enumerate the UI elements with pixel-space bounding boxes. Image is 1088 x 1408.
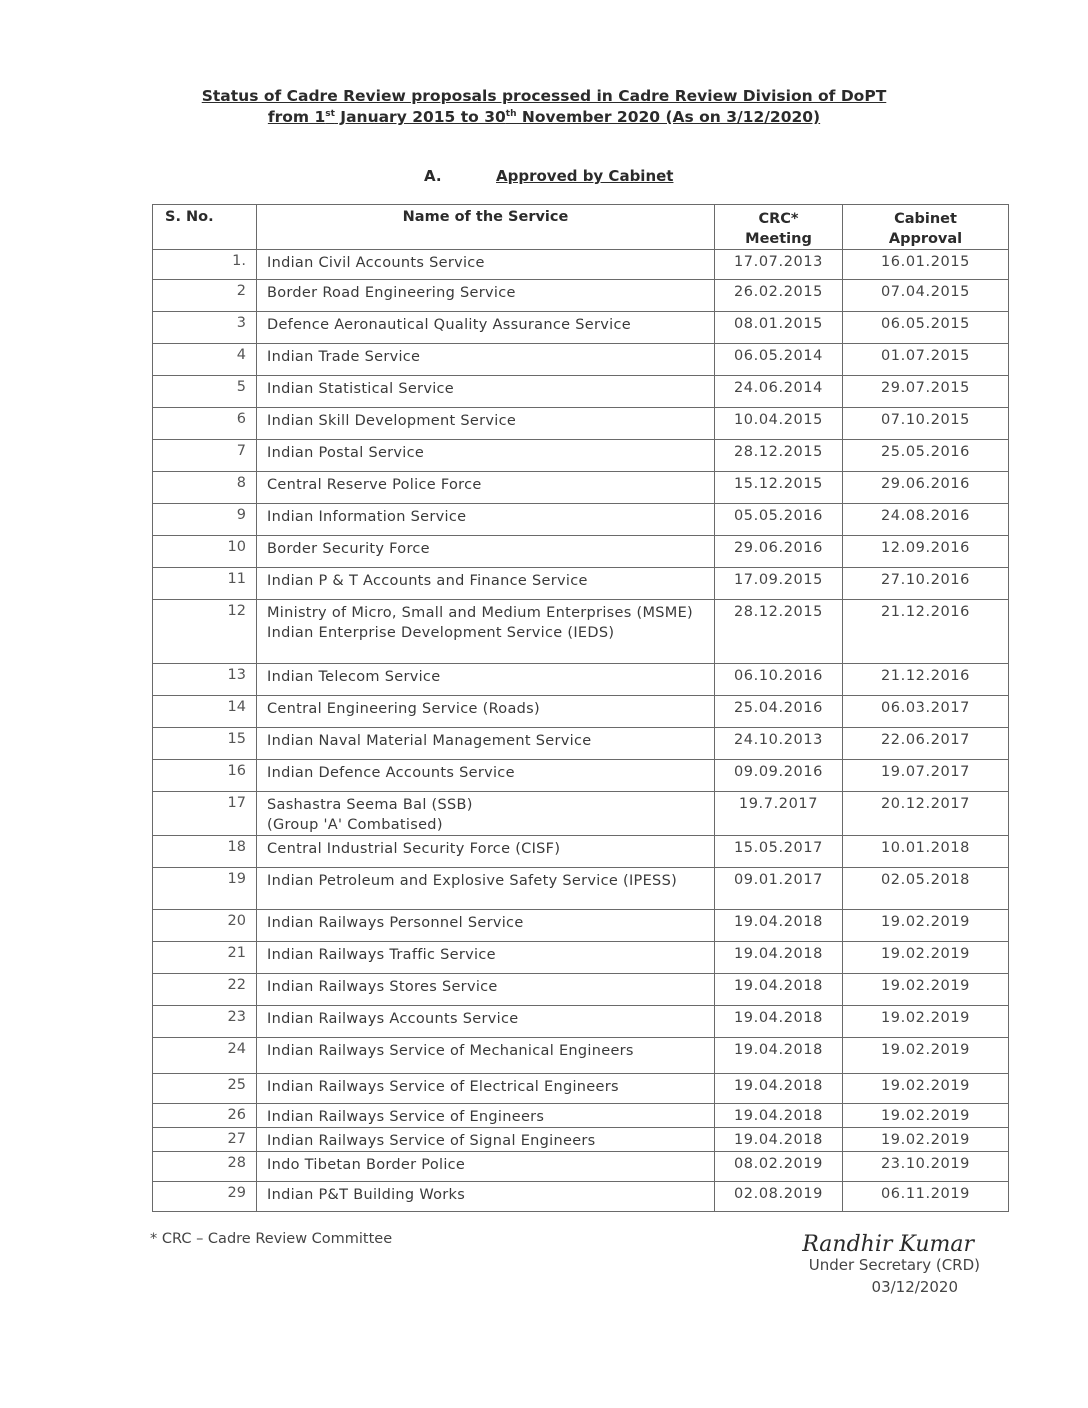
row-cabinet-date: 24.08.2016: [843, 504, 1009, 536]
row-cabinet-date: 19.02.2019: [843, 1074, 1009, 1104]
table-row: [153, 568, 1009, 600]
title-line-1: Status of Cadre Review proposals processed in Cadre Review Division of DoPT: [201, 87, 887, 105]
row-service-name: Indian Railways Personnel Service: [257, 910, 715, 942]
row-service-name: Indian Information Service: [257, 504, 715, 536]
signature-date: 03/12/2020: [871, 1278, 958, 1296]
row-service-name: Central Industrial Security Force (CISF): [257, 836, 715, 868]
table-row: [153, 910, 1009, 942]
row-sno: 29: [153, 1182, 257, 1212]
row-service-name: Border Security Force: [257, 536, 715, 568]
header-crc: CRC* Meeting: [715, 205, 843, 250]
row-sno: 13: [153, 664, 257, 696]
section-heading: [424, 167, 673, 185]
table-row: [153, 792, 1009, 836]
row-sno: 23: [153, 1006, 257, 1038]
row-crc-date: 09.09.2016: [715, 760, 843, 792]
row-service-name-line2: Indian Enterprise Development Service (IEDS): [267, 625, 615, 641]
row-service-name: Indian Skill Development Service: [257, 408, 715, 440]
row-cabinet-date: 19.02.2019: [843, 1038, 1009, 1074]
row-sno: 9: [153, 504, 257, 536]
table-row: [153, 472, 1009, 504]
row-cabinet-date: 19.02.2019: [843, 1128, 1009, 1152]
row-sno: 26: [153, 1104, 257, 1128]
row-crc-date: 09.01.2017: [715, 868, 843, 910]
row-service-name: Indian Railways Traffic Service: [257, 942, 715, 974]
signature-block: [760, 1234, 980, 1298]
row-sno: 6: [153, 408, 257, 440]
row-service-name: Indian P&T Building Works: [257, 1182, 715, 1212]
row-crc-date: 19.04.2018: [715, 910, 843, 942]
row-sno: 7: [153, 440, 257, 472]
row-sno: 24: [153, 1038, 257, 1074]
row-cabinet-date: 29.06.2016: [843, 472, 1009, 504]
table-row: [153, 728, 1009, 760]
row-crc-date: 17.07.2013: [715, 250, 843, 280]
row-cabinet-date: 29.07.2015: [843, 376, 1009, 408]
row-cabinet-date: 06.11.2019: [843, 1182, 1009, 1212]
row-crc-date: 19.04.2018: [715, 1074, 843, 1104]
row-crc-date: 26.02.2015: [715, 280, 843, 312]
table-row: [153, 1128, 1009, 1152]
row-sno: 15: [153, 728, 257, 760]
row-service-name: Indian Railways Service of Signal Engineers: [257, 1128, 715, 1152]
row-crc-date: 29.06.2016: [715, 536, 843, 568]
table-row: [153, 312, 1009, 344]
row-service-name: Indian Naval Material Management Service: [257, 728, 715, 760]
table-row: [153, 376, 1009, 408]
table-row: [153, 1152, 1009, 1182]
row-crc-date: 24.06.2014: [715, 376, 843, 408]
row-sno: 16: [153, 760, 257, 792]
row-cabinet-date: 19.02.2019: [843, 1104, 1009, 1128]
table-row: [153, 504, 1009, 536]
row-service-name: Indian Civil Accounts Service: [257, 250, 715, 280]
row-cabinet-date: 25.05.2016: [843, 440, 1009, 472]
row-sno: 17: [153, 792, 257, 836]
row-crc-date: 02.08.2019: [715, 1182, 843, 1212]
row-service-name: Indian Railways Accounts Service: [257, 1006, 715, 1038]
row-service-name: Indian Petroleum and Explosive Safety Service (IPESS): [257, 868, 715, 910]
row-sno: 11: [153, 568, 257, 600]
row-cabinet-date: 19.02.2019: [843, 1006, 1009, 1038]
row-crc-date: 19.04.2018: [715, 942, 843, 974]
row-sno: 8: [153, 472, 257, 504]
row-crc-date: 08.02.2019: [715, 1152, 843, 1182]
row-cabinet-date: 22.06.2017: [843, 728, 1009, 760]
row-service-name: Central Engineering Service (Roads): [257, 696, 715, 728]
table-row: [153, 696, 1009, 728]
row-cabinet-date: 06.03.2017: [843, 696, 1009, 728]
row-service-name: Defence Aeronautical Quality Assurance Service: [257, 312, 715, 344]
row-crc-date: 24.10.2013: [715, 728, 843, 760]
document-title: [0, 86, 1088, 128]
row-cabinet-date: 12.09.2016: [843, 536, 1009, 568]
row-service-name: Indian Defence Accounts Service: [257, 760, 715, 792]
row-cabinet-date: 19.02.2019: [843, 942, 1009, 974]
row-sno: 19: [153, 868, 257, 910]
header-name: Name of the Service: [257, 205, 715, 250]
row-sno: 14: [153, 696, 257, 728]
table-row: [153, 408, 1009, 440]
row-sno: 3: [153, 312, 257, 344]
row-service-name: Indian Trade Service: [257, 344, 715, 376]
row-crc-date: 28.12.2015: [715, 600, 843, 664]
row-crc-date: 19.04.2018: [715, 1038, 843, 1074]
row-cabinet-date: 21.12.2016: [843, 664, 1009, 696]
footnote: * CRC – Cadre Review Committee: [150, 1231, 393, 1247]
row-service-name: Indian Railways Service of Engineers: [257, 1104, 715, 1128]
row-service-name: Indian Telecom Service: [257, 664, 715, 696]
row-sno: 1.: [153, 250, 257, 280]
row-sno: 2: [153, 280, 257, 312]
header-sno: S. No.: [153, 205, 257, 250]
row-service-name: Indian Railways Service of Electrical Engineers: [257, 1074, 715, 1104]
row-cabinet-date: 02.05.2018: [843, 868, 1009, 910]
row-crc-date: 05.05.2016: [715, 504, 843, 536]
row-crc-date: 28.12.2015: [715, 440, 843, 472]
row-cabinet-date: 19.02.2019: [843, 910, 1009, 942]
table-row: [153, 600, 1009, 664]
row-sno: 18: [153, 836, 257, 868]
table-row: [153, 974, 1009, 1006]
table-row: [153, 868, 1009, 910]
row-cabinet-date: 20.12.2017: [843, 792, 1009, 836]
table-row: [153, 1182, 1009, 1212]
row-crc-date: 15.05.2017: [715, 836, 843, 868]
table-row: [153, 760, 1009, 792]
row-cabinet-date: 23.10.2019: [843, 1152, 1009, 1182]
table-row: [153, 1038, 1009, 1074]
table-row: [153, 250, 1009, 280]
table-row: [153, 280, 1009, 312]
row-service-name: Border Road Engineering Service: [257, 280, 715, 312]
table-row: [153, 344, 1009, 376]
row-cabinet-date: 27.10.2016: [843, 568, 1009, 600]
row-sno: 12: [153, 600, 257, 664]
table-row: [153, 1104, 1009, 1128]
row-sno: 4: [153, 344, 257, 376]
row-sno: 5: [153, 376, 257, 408]
row-crc-date: 06.05.2014: [715, 344, 843, 376]
row-service-name: Sashastra Seema Bal (SSB) (Group 'A' Combatised): [257, 792, 715, 836]
row-crc-date: 10.04.2015: [715, 408, 843, 440]
row-cabinet-date: 21.12.2016: [843, 600, 1009, 664]
table-row: [153, 536, 1009, 568]
row-sno: 22: [153, 974, 257, 1006]
row-crc-date: 19.7.2017: [715, 792, 843, 836]
table-row: [153, 440, 1009, 472]
table-row: [153, 1006, 1009, 1038]
row-sno: 28: [153, 1152, 257, 1182]
row-service-name: Ministry of Micro, Small and Medium Enterprises (MSME) Indian Enterprise Development Service (IEDS): [257, 600, 715, 664]
signature-handwriting: Randhir Kumar: [802, 1232, 974, 1257]
table-header-row: [153, 205, 1009, 250]
row-cabinet-date: 01.07.2015: [843, 344, 1009, 376]
section-label: Approved by Cabinet: [496, 167, 674, 185]
table-row: [153, 942, 1009, 974]
row-cabinet-date: 19.02.2019: [843, 974, 1009, 1006]
row-sno: 27: [153, 1128, 257, 1152]
row-cabinet-date: 07.10.2015: [843, 408, 1009, 440]
row-cabinet-date: 19.07.2017: [843, 760, 1009, 792]
row-cabinet-date: 16.01.2015: [843, 250, 1009, 280]
row-cabinet-date: 07.04.2015: [843, 280, 1009, 312]
row-sno: 20: [153, 910, 257, 942]
table-row: [153, 836, 1009, 868]
row-crc-date: 19.04.2018: [715, 974, 843, 1006]
row-crc-date: 08.01.2015: [715, 312, 843, 344]
row-sno: 10: [153, 536, 257, 568]
table-row: [153, 664, 1009, 696]
cadre-review-table: [152, 204, 1009, 1212]
row-service-name: Indian Railways Stores Service: [257, 974, 715, 1006]
row-service-name: Indian Postal Service: [257, 440, 715, 472]
row-cabinet-date: 06.05.2015: [843, 312, 1009, 344]
row-crc-date: 17.09.2015: [715, 568, 843, 600]
header-cabinet: Cabinet Approval: [843, 205, 1009, 250]
row-service-name: Central Reserve Police Force: [257, 472, 715, 504]
row-service-name: Indian P & T Accounts and Finance Service: [257, 568, 715, 600]
row-crc-date: 25.04.2016: [715, 696, 843, 728]
row-service-name-line2: (Group 'A' Combatised): [267, 817, 443, 833]
section-letter: A.: [424, 167, 442, 185]
row-cabinet-date: 10.01.2018: [843, 836, 1009, 868]
title-line-2: from 1st January 2015 to 30th November 2020 (As on 3/12/2020): [267, 108, 821, 126]
table-row: [153, 1074, 1009, 1104]
row-crc-date: 19.04.2018: [715, 1128, 843, 1152]
row-crc-date: 19.04.2018: [715, 1006, 843, 1038]
signatory-designation: Under Secretary (CRD): [808, 1256, 980, 1274]
row-crc-date: 06.10.2016: [715, 664, 843, 696]
row-crc-date: 19.04.2018: [715, 1104, 843, 1128]
row-service-name: Indian Statistical Service: [257, 376, 715, 408]
row-sno: 25: [153, 1074, 257, 1104]
row-service-name: Indo Tibetan Border Police: [257, 1152, 715, 1182]
row-sno: 21: [153, 942, 257, 974]
row-crc-date: 15.12.2015: [715, 472, 843, 504]
row-service-name: Indian Railways Service of Mechanical Engineers: [257, 1038, 715, 1074]
